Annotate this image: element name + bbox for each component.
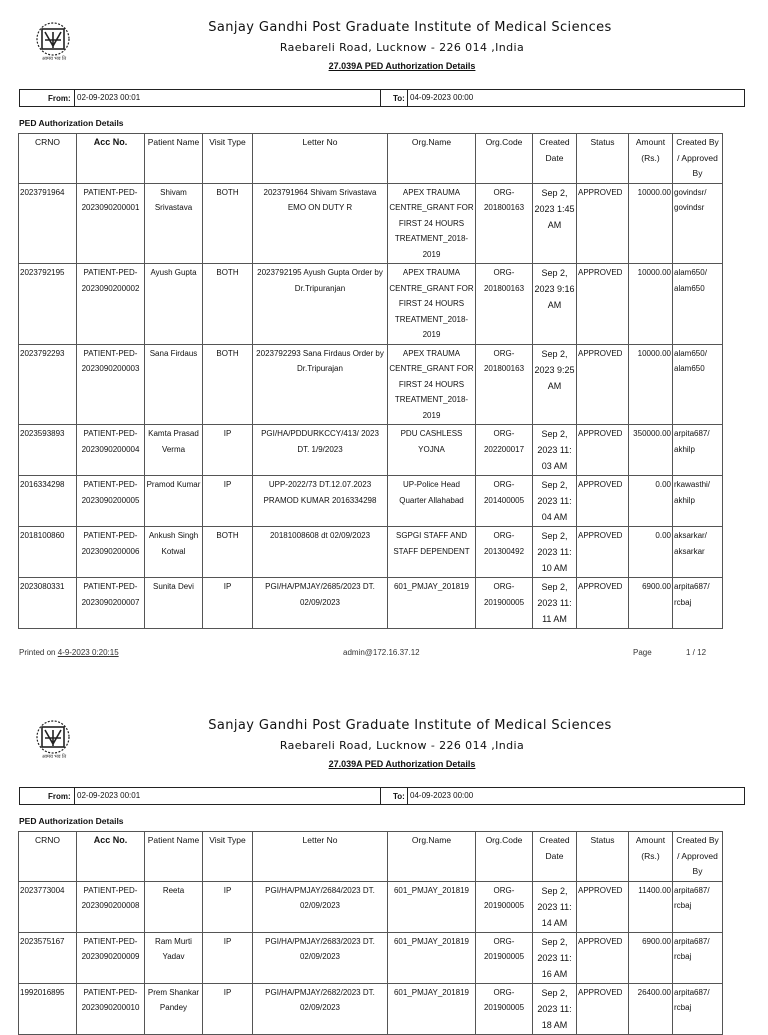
column-header-patient: Patient Name — [145, 134, 203, 184]
cell-patient: Ankush Singh Kotwal — [145, 527, 203, 578]
section-title: PED Authorization Details — [19, 816, 124, 826]
cell-org: UP-Police Head Quarter Allahabad — [388, 476, 476, 527]
to-label: To: — [393, 792, 405, 801]
cell-amount: 6900.00 — [629, 932, 673, 983]
from-label: From: — [48, 94, 71, 103]
cell-createdby: arpita687/ rcbaj — [673, 983, 723, 1034]
cell-visit: BOTH — [203, 183, 253, 264]
column-header-letter: Letter No — [253, 134, 388, 184]
cell-created: Sep 2, 2023 11: 04 AM — [533, 476, 577, 527]
table-row — [19, 344, 723, 425]
cell-amount: 10000.00 — [629, 183, 673, 264]
cell-createdby: alam650/ alam650 — [673, 264, 723, 345]
cell-crno: 2023773004 — [19, 881, 77, 932]
cell-created: Sep 2, 2023 9:16 AM — [533, 264, 577, 345]
from-label: From: — [48, 792, 71, 801]
cell-acc: PATIENT-PED-2023090200004 — [77, 425, 145, 476]
to-label: To: — [393, 94, 405, 103]
cell-letter: PGI/HA/PMJAY/2685/2023 DT. 02/09/2023 — [253, 578, 388, 629]
cell-amount: 0.00 — [629, 527, 673, 578]
cell-crno: 1992016895 — [19, 983, 77, 1034]
column-header-status: Status — [577, 832, 629, 882]
cell-crno: 2023792293 — [19, 344, 77, 425]
printed-on — [19, 648, 119, 657]
cell-amount: 0.00 — [629, 476, 673, 527]
cell-created: Sep 2, 2023 9:25 AM — [533, 344, 577, 425]
cell-letter: PGI/HA/PMJAY/2683/2023 DT. 02/09/2023 — [253, 932, 388, 983]
table-row — [19, 932, 723, 983]
page-number: 1 / 12 — [686, 648, 707, 657]
cell-acc: PATIENT-PED-2023090200007 — [77, 578, 145, 629]
cell-letter: UPP-2022/73 DT.12.07.2023 PRAMOD KUMAR 2016334298 — [253, 476, 388, 527]
column-header-amount: Amount (Rs.) — [629, 134, 673, 184]
cell-orgcode: ORG-202200017 — [476, 425, 533, 476]
cell-status: APPROVED — [577, 983, 629, 1034]
cell-amount: 11400.00 — [629, 881, 673, 932]
cell-createdby: aksarkar/ aksarkar — [673, 527, 723, 578]
cell-patient: Ram Murti Yadav — [145, 932, 203, 983]
cell-created: Sep 2, 2023 11: 16 AM — [533, 932, 577, 983]
cell-crno: 2016334298 — [19, 476, 77, 527]
cell-amount: 350000.00 — [629, 425, 673, 476]
cell-letter: 2023792195 Ayush Gupta Order by Dr.Tripuranjan — [253, 264, 388, 345]
cell-createdby: arpita687/ rcbaj — [673, 578, 723, 629]
cell-created: Sep 2, 2023 1:45 AM — [533, 183, 577, 264]
cell-org: APEX TRAUMA CENTRE_GRANT FOR FIRST 24 HOURS TREATMENT_2018-2019 — [388, 183, 476, 264]
column-header-acc: Acc No. — [77, 134, 145, 184]
cell-amount: 10000.00 — [629, 264, 673, 345]
cell-visit: IP — [203, 983, 253, 1034]
cell-status: APPROVED — [577, 344, 629, 425]
cell-crno: 2023791964 — [19, 183, 77, 264]
report-title: 27.039A PED Authorization Details — [328, 61, 476, 71]
printed-timestamp: 4-9-2023 0:20:15 — [57, 648, 119, 657]
cell-status: APPROVED — [577, 476, 629, 527]
cell-visit: BOTH — [203, 527, 253, 578]
institute-address: Raebareli Road, Lucknow - 226 014 ,India — [279, 739, 525, 752]
column-header-acc: Acc No. — [77, 832, 145, 882]
authorization-table — [18, 133, 723, 629]
column-header-patient: Patient Name — [145, 832, 203, 882]
cell-created: Sep 2, 2023 11: 11 AM — [533, 578, 577, 629]
cell-orgcode: ORG-201900005 — [476, 983, 533, 1034]
cell-org: 601_PMJAY_201819 — [388, 578, 476, 629]
cell-orgcode: ORG-201800163 — [476, 344, 533, 425]
cell-created: Sep 2, 2023 11: 18 AM — [533, 983, 577, 1034]
table-header-row — [19, 134, 723, 184]
cell-patient: Prem Shankar Pandey — [145, 983, 203, 1034]
cell-letter: PGI/HA/PMJAY/2682/2023 DT. 02/09/2023 — [253, 983, 388, 1034]
cell-acc: PATIENT-PED-2023090200010 — [77, 983, 145, 1034]
printed-by-user: admin@172.16.37.12 — [343, 648, 420, 657]
cell-visit: BOTH — [203, 344, 253, 425]
cell-patient: Pramod Kumar — [145, 476, 203, 527]
cell-createdby: arpita687/ akhilp — [673, 425, 723, 476]
cell-visit: IP — [203, 425, 253, 476]
cell-acc: PATIENT-PED-2023090200005 — [77, 476, 145, 527]
cell-letter: 2023792293 Sana Firdaus Order by Dr.Tripurajan — [253, 344, 388, 425]
column-header-amount: Amount (Rs.) — [629, 832, 673, 882]
logo-caption: आमय भव ति — [41, 754, 67, 760]
cell-patient: Sunita Devi — [145, 578, 203, 629]
cell-amount: 10000.00 — [629, 344, 673, 425]
cell-created: Sep 2, 2023 11: 03 AM — [533, 425, 577, 476]
institute-address: Raebareli Road, Lucknow - 226 014 ,India — [279, 41, 525, 54]
cell-org: APEX TRAUMA CENTRE_GRANT FOR FIRST 24 HOURS TREATMENT_2018-2019 — [388, 264, 476, 345]
table-row — [19, 183, 723, 264]
column-header-crno: CRNO — [19, 832, 77, 882]
cell-letter: PGI/HA/PMJAY/2684/2023 DT. 02/09/2023 — [253, 881, 388, 932]
cell-acc: PATIENT-PED-2023090200006 — [77, 527, 145, 578]
logo-caption: आमय भव ति — [41, 56, 67, 62]
institute-name: Sanjay Gandhi Post Graduate Institute of Medical Sciences — [208, 718, 612, 733]
table-row — [19, 264, 723, 345]
cell-orgcode: ORG-201800163 — [476, 183, 533, 264]
table-header-row — [19, 832, 723, 882]
cell-status: APPROVED — [577, 425, 629, 476]
cell-created: Sep 2, 2023 11: 14 AM — [533, 881, 577, 932]
to-date-value: 04-09-2023 00:00 — [410, 791, 474, 800]
column-header-created: Created Date — [533, 832, 577, 882]
cell-status: APPROVED — [577, 932, 629, 983]
authorization-table — [18, 831, 723, 1035]
cell-createdby: govindsr/ govindsr — [673, 183, 723, 264]
date-range-box — [19, 89, 745, 107]
cell-crno: 2023792195 — [19, 264, 77, 345]
cell-createdby: rkawasthi/ akhilp — [673, 476, 723, 527]
cell-org: 601_PMJAY_201819 — [388, 881, 476, 932]
institute-name: Sanjay Gandhi Post Graduate Institute of Medical Sciences — [208, 20, 612, 35]
table-row — [19, 476, 723, 527]
column-header-org: Org.Name — [388, 134, 476, 184]
column-header-letter: Letter No — [253, 832, 388, 882]
cell-crno: 2018100860 — [19, 527, 77, 578]
cell-crno: 2023080331 — [19, 578, 77, 629]
to-date-value: 04-09-2023 00:00 — [410, 93, 474, 102]
cell-visit: IP — [203, 476, 253, 527]
cell-orgcode: ORG-201300492 — [476, 527, 533, 578]
cell-orgcode: ORG-201400005 — [476, 476, 533, 527]
column-header-status: Status — [577, 134, 629, 184]
table-row — [19, 425, 723, 476]
column-header-visit: Visit Type — [203, 134, 253, 184]
cell-visit: BOTH — [203, 264, 253, 345]
report-title: 27.039A PED Authorization Details — [328, 759, 476, 769]
column-header-orgcode: Org.Code — [476, 832, 533, 882]
cell-crno: 2023575167 — [19, 932, 77, 983]
cell-orgcode: ORG-201800163 — [476, 264, 533, 345]
cell-visit: IP — [203, 932, 253, 983]
column-header-createdby: Created By / Approved By — [673, 134, 723, 184]
table-row — [19, 527, 723, 578]
cell-acc: PATIENT-PED-2023090200001 — [77, 183, 145, 264]
cell-letter: 20181008608 dt 02/09/2023 — [253, 527, 388, 578]
table-row — [19, 881, 723, 932]
cell-acc: PATIENT-PED-2023090200008 — [77, 881, 145, 932]
from-date-value: 02-09-2023 00:01 — [77, 791, 141, 800]
column-header-createdby: Created By / Approved By — [673, 832, 723, 882]
cell-orgcode: ORG-201900005 — [476, 578, 533, 629]
column-header-org: Org.Name — [388, 832, 476, 882]
column-header-created: Created Date — [533, 134, 577, 184]
cell-amount: 26400.00 — [629, 983, 673, 1034]
cell-patient: Kamta Prasad Verma — [145, 425, 203, 476]
printed-label: Printed on — [19, 648, 56, 657]
cell-orgcode: ORG-201900005 — [476, 932, 533, 983]
cell-visit: IP — [203, 578, 253, 629]
cell-status: APPROVED — [577, 881, 629, 932]
cell-crno: 2023593893 — [19, 425, 77, 476]
from-date-value: 02-09-2023 00:01 — [77, 93, 141, 102]
section-title: PED Authorization Details — [19, 118, 124, 128]
cell-visit: IP — [203, 881, 253, 932]
cell-acc: PATIENT-PED-2023090200009 — [77, 932, 145, 983]
cell-letter: PGI/HA/PDDURKCCY/413/ 2023 DT. 1/9/2023 — [253, 425, 388, 476]
cell-created: Sep 2, 2023 11: 10 AM — [533, 527, 577, 578]
cell-createdby: alam650/ alam650 — [673, 344, 723, 425]
cell-org: APEX TRAUMA CENTRE_GRANT FOR FIRST 24 HOURS TREATMENT_2018-2019 — [388, 344, 476, 425]
cell-acc: PATIENT-PED-2023090200002 — [77, 264, 145, 345]
cell-patient: Reeta — [145, 881, 203, 932]
page-label: Page — [633, 648, 652, 657]
cell-patient: Shivam Srivastava — [145, 183, 203, 264]
cell-org: PDU CASHLESS YOJNA — [388, 425, 476, 476]
cell-status: APPROVED — [577, 264, 629, 345]
cell-letter: 2023791964 Shivam Srivastava EMO ON DUTY R — [253, 183, 388, 264]
cell-patient: Ayush Gupta — [145, 264, 203, 345]
table-row — [19, 578, 723, 629]
cell-orgcode: ORG-201900005 — [476, 881, 533, 932]
cell-patient: Sana Firdaus — [145, 344, 203, 425]
table-row — [19, 983, 723, 1034]
column-header-orgcode: Org.Code — [476, 134, 533, 184]
column-header-visit: Visit Type — [203, 832, 253, 882]
cell-status: APPROVED — [577, 527, 629, 578]
cell-amount: 6900.00 — [629, 578, 673, 629]
date-range-box — [19, 787, 745, 805]
cell-acc: PATIENT-PED-2023090200003 — [77, 344, 145, 425]
cell-createdby: arpita687/ rcbaj — [673, 932, 723, 983]
cell-status: APPROVED — [577, 183, 629, 264]
cell-createdby: arpita687/ rcbaj — [673, 881, 723, 932]
cell-org: 601_PMJAY_201819 — [388, 983, 476, 1034]
cell-org: SGPGI STAFF AND STAFF DEPENDENT — [388, 527, 476, 578]
cell-status: APPROVED — [577, 578, 629, 629]
cell-org: 601_PMJAY_201819 — [388, 932, 476, 983]
column-header-crno: CRNO — [19, 134, 77, 184]
